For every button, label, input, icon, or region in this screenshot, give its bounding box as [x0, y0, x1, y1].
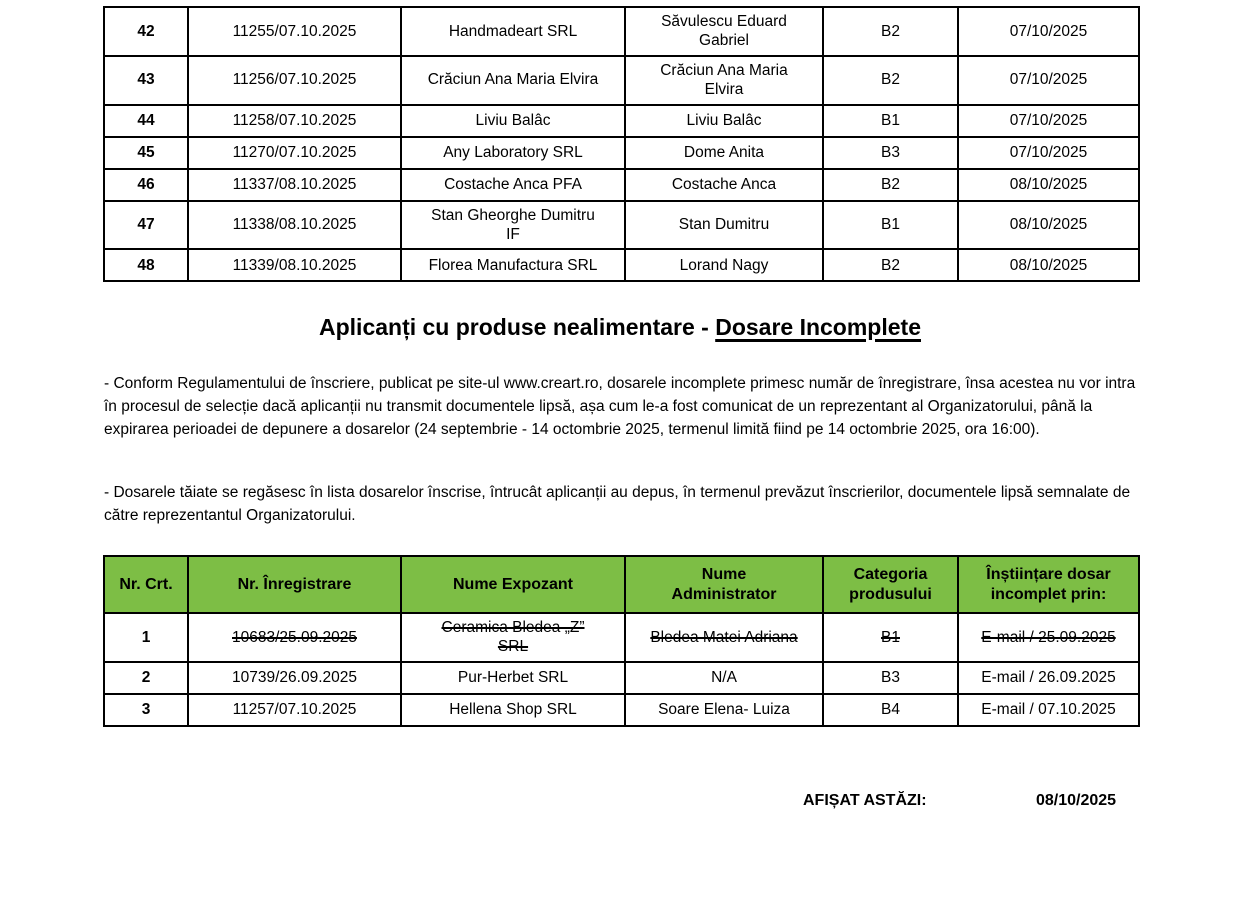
administrator-name-cell: Soare Elena- Luiza: [625, 694, 823, 726]
row-number-cell: 46: [104, 169, 188, 201]
administrator-name-cell: Lorand Nagy: [625, 249, 823, 281]
registration-number-cell: 11257/07.10.2025: [188, 694, 401, 726]
row-number-cell: 42: [104, 7, 188, 56]
note-paragraph-1: - Conform Regulamentului de înscriere, publicat pe site-ul www.creart.ro, dosarele incomplete primesc număr de înregistrare, însa acestea nu vor intra în procesul de selecție dacă aplicanții nu transmit documentele lipsă, așa cum le-a fost comunicat de un reprezentant al Organizatorului, până la expirarea perioadei de depunere a dosarelor (24 septembrie - 14 octombrie 2025, termenul limită fiind pe 14 octombrie 2025, ora 16:00).: [104, 375, 1136, 438]
section-title: [0, 314, 1240, 341]
product-category-cell: B2: [823, 7, 958, 56]
header-nr-crt: Nr. Crt.: [104, 556, 188, 613]
exhibitor-name-cell: Stan Gheorghe Dumitru IF: [401, 201, 625, 250]
header-instiintare-dosar: Înștiințare dosar incomplet prin:: [958, 556, 1139, 613]
registration-number-cell: 11255/07.10.2025: [188, 7, 401, 56]
product-category-cell: B2: [823, 169, 958, 201]
exhibitor-name-cell: Costache Anca PFA: [401, 169, 625, 201]
header-categoria-produsului: Categoria produsului: [823, 556, 958, 613]
notification-cell: E-mail / 07.10.2025: [958, 694, 1139, 726]
row-number-cell: 2: [104, 662, 188, 694]
notification-cell: E-mail / 25.09.2025: [958, 613, 1139, 662]
section-title-underlined: Dosare Incomplete: [715, 314, 921, 340]
notification-cell: E-mail / 26.09.2025: [958, 662, 1139, 694]
registration-number-cell: 11256/07.10.2025: [188, 56, 401, 105]
registration-number-cell: 11270/07.10.2025: [188, 137, 401, 169]
date-cell: 07/10/2025: [958, 105, 1139, 137]
product-category-cell: B4: [823, 694, 958, 726]
registration-number-cell: 11339/08.10.2025: [188, 249, 401, 281]
table-row: [104, 56, 1139, 105]
table-row-struck: [104, 613, 1139, 662]
header-nume-administrator: Nume Administrator: [625, 556, 823, 613]
table-row: [104, 169, 1139, 201]
exhibitor-name-cell: Hellena Shop SRL: [401, 694, 625, 726]
table-row: [104, 662, 1139, 694]
exhibitor-name-cell: Crăciun Ana Maria Elvira: [401, 56, 625, 105]
product-category-cell: B1: [823, 105, 958, 137]
date-cell: 08/10/2025: [958, 169, 1139, 201]
administrator-name-cell: Stan Dumitru: [625, 201, 823, 250]
date-cell: 07/10/2025: [958, 56, 1139, 105]
row-number-cell: 43: [104, 56, 188, 105]
exhibitor-name-cell: Handmadeart SRL: [401, 7, 625, 56]
date-cell: 07/10/2025: [958, 7, 1139, 56]
date-cell: 07/10/2025: [958, 137, 1139, 169]
date-cell: 08/10/2025: [958, 201, 1139, 250]
registration-number-cell: 11337/08.10.2025: [188, 169, 401, 201]
exhibitor-name-cell: Pur-Herbet SRL: [401, 662, 625, 694]
row-number-cell: 44: [104, 105, 188, 137]
exhibitor-name-cell: Ceramica Bledea „Z” SRL: [401, 613, 625, 662]
administrator-name-cell: Bledea Matei Adriana: [625, 613, 823, 662]
product-category-cell: B2: [823, 249, 958, 281]
header-row: [104, 556, 1139, 613]
table-row: [104, 201, 1139, 250]
registered-applicants-table: [103, 6, 1140, 282]
header-nr-inregistrare: Nr. Înregistrare: [188, 556, 401, 613]
registration-number-cell: 11338/08.10.2025: [188, 201, 401, 250]
product-category-cell: B1: [823, 613, 958, 662]
registration-number-cell: 11258/07.10.2025: [188, 105, 401, 137]
exhibitor-name-cell: Florea Manufactura SRL: [401, 249, 625, 281]
table-row: [104, 105, 1139, 137]
exhibitor-name-cell: Any Laboratory SRL: [401, 137, 625, 169]
registration-number-cell: 10739/26.09.2025: [188, 662, 401, 694]
product-category-cell: B3: [823, 137, 958, 169]
table-row: [104, 7, 1139, 56]
product-category-cell: B2: [823, 56, 958, 105]
row-number-cell: 47: [104, 201, 188, 250]
product-category-cell: B3: [823, 662, 958, 694]
incomplete-files-table: [103, 555, 1140, 727]
exhibitor-name-cell: Liviu Balâc: [401, 105, 625, 137]
note-paragraph-2: - Dosarele tăiate se regăsesc în lista dosarelor înscrise, întrucât aplicanții au depus, în termenul prevăzut înscrierilor, documentele lipsă semnalate de către reprezentantul Organizatorului.: [104, 484, 1131, 524]
row-number-cell: 1: [104, 613, 188, 662]
administrator-name-cell: Costache Anca: [625, 169, 823, 201]
header-nume-expozant: Nume Expozant: [401, 556, 625, 613]
administrator-name-cell: Dome Anita: [625, 137, 823, 169]
administrator-name-cell: Liviu Balâc: [625, 105, 823, 137]
posted-today-label: AFIȘAT ASTĂZI:: [803, 792, 927, 809]
table-row: [104, 249, 1139, 281]
table-row: [104, 137, 1139, 169]
row-number-cell: 48: [104, 249, 188, 281]
section-title-text: Aplicanți cu produse nealimentare -: [319, 314, 716, 340]
registration-number-cell: 10683/25.09.2025: [188, 613, 401, 662]
product-category-cell: B1: [823, 201, 958, 250]
row-number-cell: 45: [104, 137, 188, 169]
table-row: [104, 694, 1139, 726]
administrator-name-cell: Săvulescu Eduard Gabriel: [625, 7, 823, 56]
date-cell: 08/10/2025: [958, 249, 1139, 281]
administrator-name-cell: Crăciun Ana Maria Elvira: [625, 56, 823, 105]
row-number-cell: 3: [104, 694, 188, 726]
posted-today-date: 08/10/2025: [1036, 792, 1117, 809]
administrator-name-cell: N/A: [625, 662, 823, 694]
